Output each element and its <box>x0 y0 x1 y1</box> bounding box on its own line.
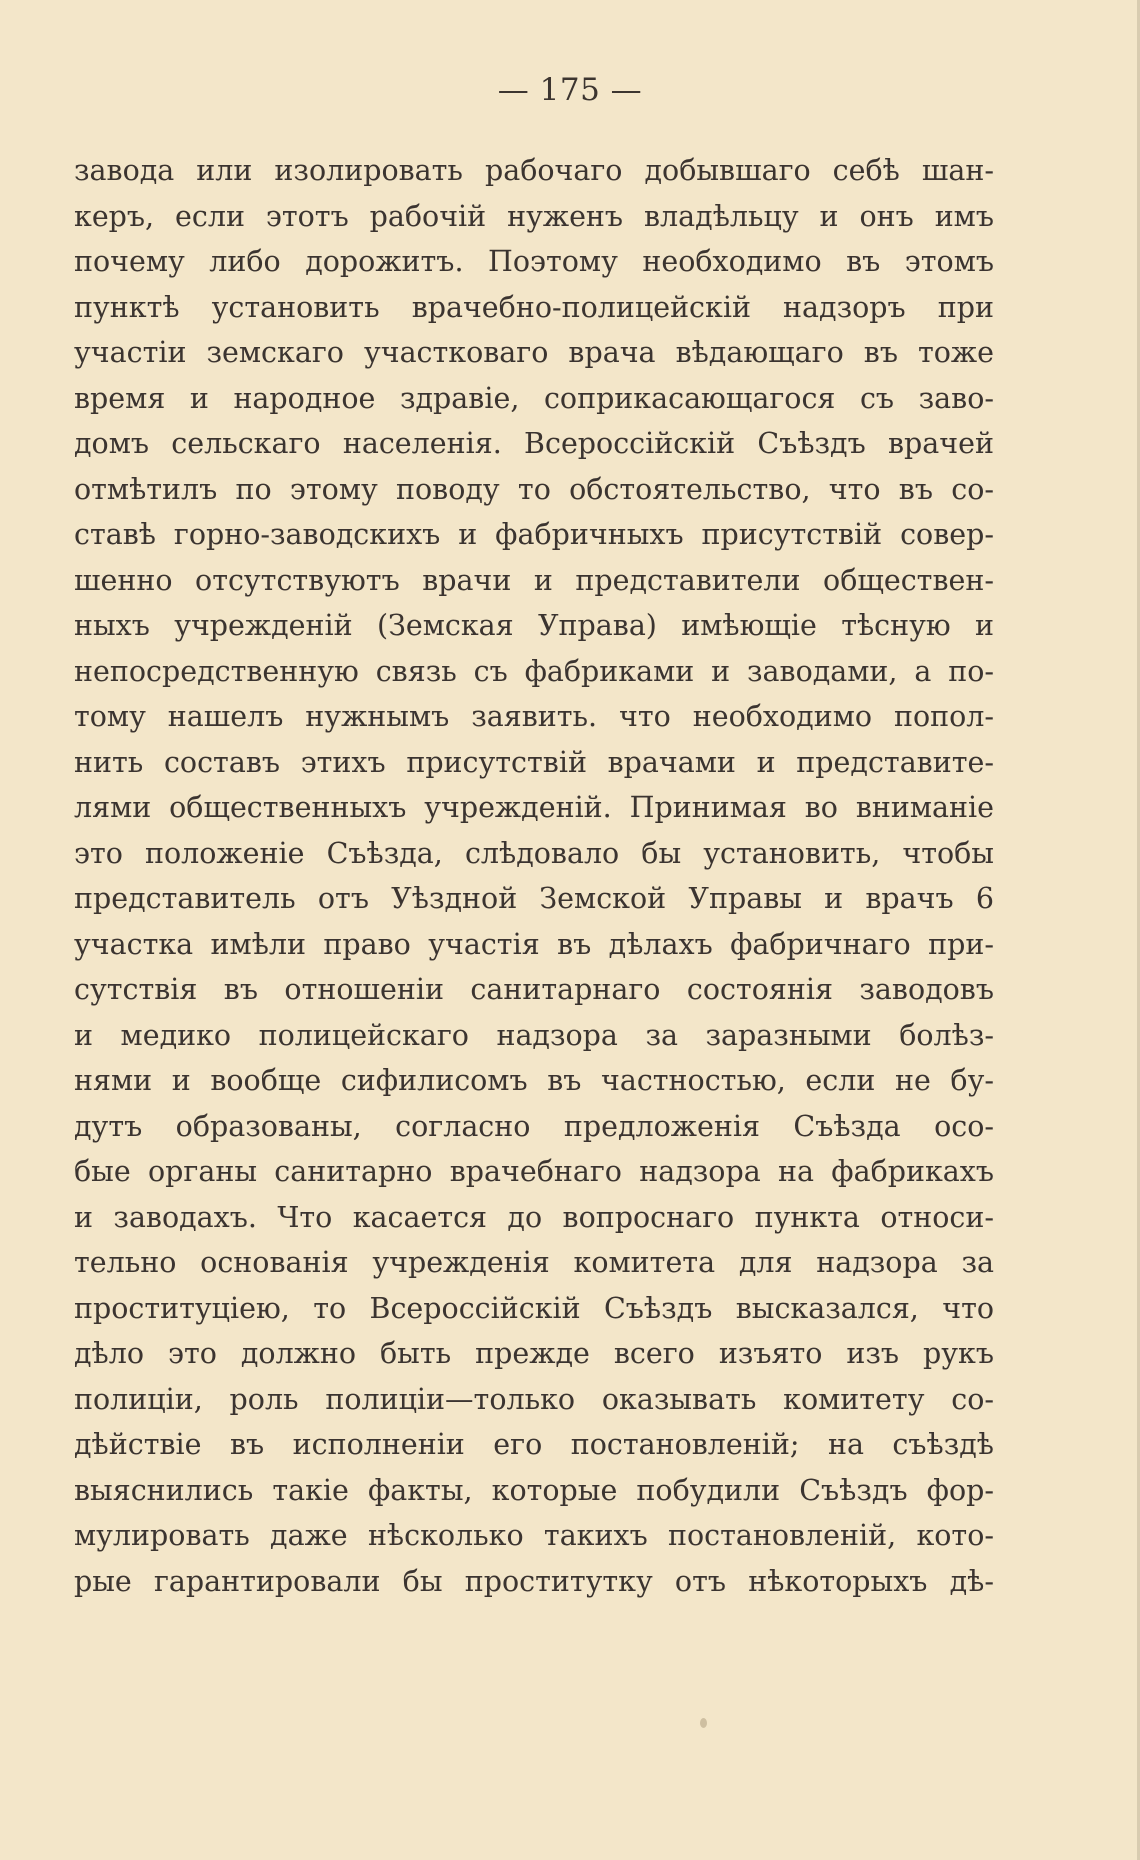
text-line: домъ сельскаго населенія. Всероссійскій Съѣздъ врачей <box>74 427 994 460</box>
text-line: завода или изолировать рабочаго добывшаго себѣ шан- <box>74 154 994 187</box>
paper-spot <box>700 1718 707 1728</box>
text-line: и медико полицейскаго надзора за заразными болѣз- <box>74 1018 994 1052</box>
text-line: представитель отъ Уѣздной Земской Управы и врачъ 6 <box>74 882 994 915</box>
body-text <box>74 148 994 1604</box>
text-line: и заводахъ. Что касается до вопроснаго пункта относи- <box>74 1200 994 1234</box>
text-line: почему либо дорожитъ. Поэтому необходимо въ этомъ <box>74 245 994 278</box>
text-line: мулировать даже нѣсколько такихъ постановленій, кото- <box>74 1519 994 1552</box>
text-line: выяснились такіе факты, которые побудили Съѣздъ фор- <box>74 1473 994 1507</box>
text-line: тому нашелъ нужнымъ заявить. что необходимо попол- <box>74 700 994 733</box>
text-line: дѣйствіе въ исполненіи его постановленій; на съѣздѣ <box>74 1428 994 1461</box>
text-line: сутствія въ отношеніи санитарнаго состоянія заводовъ <box>74 973 994 1006</box>
text-line: тельно основанія учрежденія комитета для надзора за <box>74 1246 994 1279</box>
text-line: пунктѣ установить врачебно-полицейскій надзоръ при <box>74 290 994 324</box>
text-line: непосредственную связь съ фабриками и заводами, а по- <box>74 654 994 688</box>
text-line: участка имѣли право участія въ дѣлахъ фабричнаго при- <box>74 927 994 961</box>
text-line: ныхъ учрежденій (Земская Управа) имѣющіе тѣсную и <box>74 609 994 642</box>
text-line: рые гарантировали бы проститутку отъ нѣкоторыхъ дѣ- <box>74 1564 994 1598</box>
text-line: дѣло это должно быть прежде всего изъято изъ рукъ <box>74 1337 994 1370</box>
text-line: это положеніе Съѣзда, слѣдовало бы установить, чтобы <box>74 836 994 870</box>
text-line: отмѣтилъ по этому поводу то обстоятельство, что въ со- <box>74 472 994 506</box>
text-line: бые органы санитарно врачебнаго надзора на фабрикахъ <box>74 1155 994 1188</box>
text-line: керъ, если этотъ рабочій нуженъ владѣльцу и онъ имъ <box>74 199 994 233</box>
page-number: — 175 — <box>497 72 643 108</box>
text-line: шенно отсутствуютъ врачи и представители обществен- <box>74 563 994 597</box>
text-line: дутъ образованы, согласно предложенія Съѣзда осо- <box>74 1109 994 1143</box>
text-line: участіи земскаго участковаго врача вѣдающаго въ тоже <box>74 336 994 369</box>
text-line: полиціи, роль полиціи—только оказывать комитету со- <box>74 1382 994 1416</box>
text-line: нить составъ этихъ присутствій врачами и представите- <box>74 745 994 779</box>
text-line: ставѣ горно-заводскихъ и фабричныхъ присутствій совер- <box>74 518 994 551</box>
text-line: нями и вообще сифилисомъ въ частностью, если не бу- <box>74 1064 994 1097</box>
text-line: время и народное здравіе, соприкасающагося съ заво- <box>74 381 994 415</box>
text-line: лями общественныхъ учрежденій. Принимая во вниманіе <box>74 791 994 824</box>
text-line: проституціею, то Всероссійскій Съѣздъ высказался, что <box>74 1291 994 1325</box>
